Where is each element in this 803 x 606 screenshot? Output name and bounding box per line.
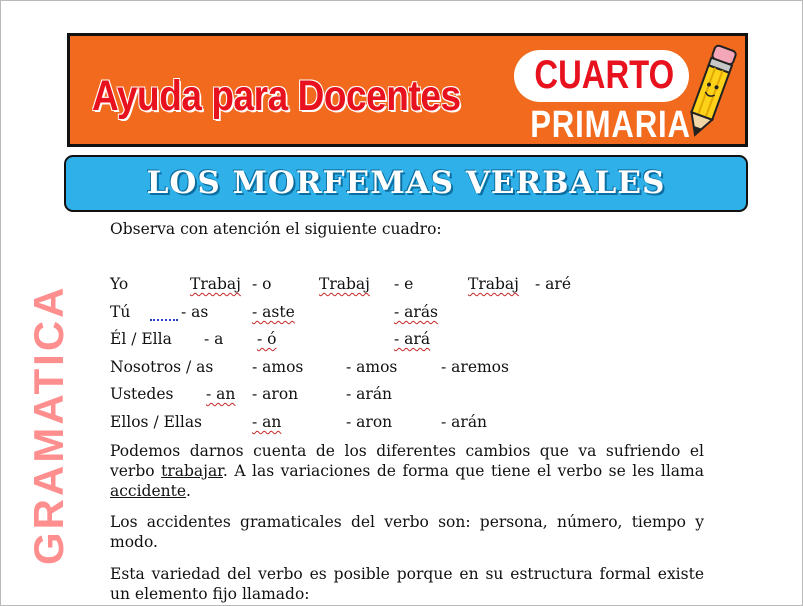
pronoun: Ellos / Ellas [110, 413, 203, 431]
side-label: GRAMATICA [25, 284, 72, 565]
pronoun: Ustedes [110, 385, 174, 403]
paragraph-2: Los accidentes gramaticales del verbo son: persona, número, tiempo y modo. [110, 513, 704, 551]
ending: - aron [252, 385, 299, 403]
table-row [0, 413, 803, 435]
ending: - aste [252, 303, 295, 321]
root: Trabaj [468, 275, 519, 293]
ending: - an [252, 413, 282, 431]
page-title: LOS MORFEMAS VERBALES [146, 165, 666, 201]
ending: - arán [346, 385, 393, 403]
table-row [0, 275, 803, 297]
ending: - e [394, 275, 414, 293]
ending: - arán [441, 413, 488, 431]
ending: - an [206, 385, 236, 403]
underlined-word: trabajar [161, 462, 223, 480]
root: Trabaj [190, 275, 241, 293]
pronoun: Nosotros / as [110, 358, 214, 376]
ending: - as [181, 303, 209, 321]
table-row [0, 330, 803, 352]
paragraph-1-text: Podemos darnos cuenta de los diferentes cambios que va sufriendo el verbo [110, 442, 704, 480]
ending: - a [204, 330, 224, 348]
pronoun: Él / Ella [110, 330, 172, 348]
brand-title: Ayuda para Docentes [92, 72, 461, 120]
pronoun: Yo [110, 275, 129, 293]
intro-text: Observa con atención el siguiente cuadro: [110, 220, 442, 238]
pronoun: Tú [110, 303, 131, 321]
header-banner-inner [70, 36, 745, 144]
table-row [0, 303, 803, 325]
ending: - ará [394, 330, 431, 348]
grade-line-2: PRIMARIA [530, 104, 691, 146]
table-row [0, 385, 803, 407]
title-banner [64, 155, 748, 212]
grade-line-1: CUARTO [534, 53, 675, 97]
ending: - amos [346, 358, 398, 376]
ending: - aron [346, 413, 393, 431]
ending: - ó [257, 330, 277, 348]
ending: - aremos [441, 358, 509, 376]
table-row [0, 358, 803, 380]
ending: - arás [394, 303, 439, 321]
pencil-icon [678, 38, 746, 144]
root: Trabaj [319, 275, 370, 293]
underlined-word: accidente [110, 482, 187, 500]
ending: - amos [252, 358, 304, 376]
paragraph-1 [110, 441, 704, 501]
grade-badge [514, 44, 702, 146]
paragraph-1-text: . [186, 482, 191, 500]
ending: - aré [535, 275, 571, 293]
paragraph-1-text: . A las variaciones de forma que tiene el verbo se les llama [222, 462, 704, 480]
blank-line [150, 303, 178, 321]
paragraph-3: Esta variedad del verbo es posible porque en su estructura formal existe un elemento fijo llamado: [110, 565, 704, 603]
header-banner [67, 33, 748, 147]
ending: - o [252, 275, 272, 293]
